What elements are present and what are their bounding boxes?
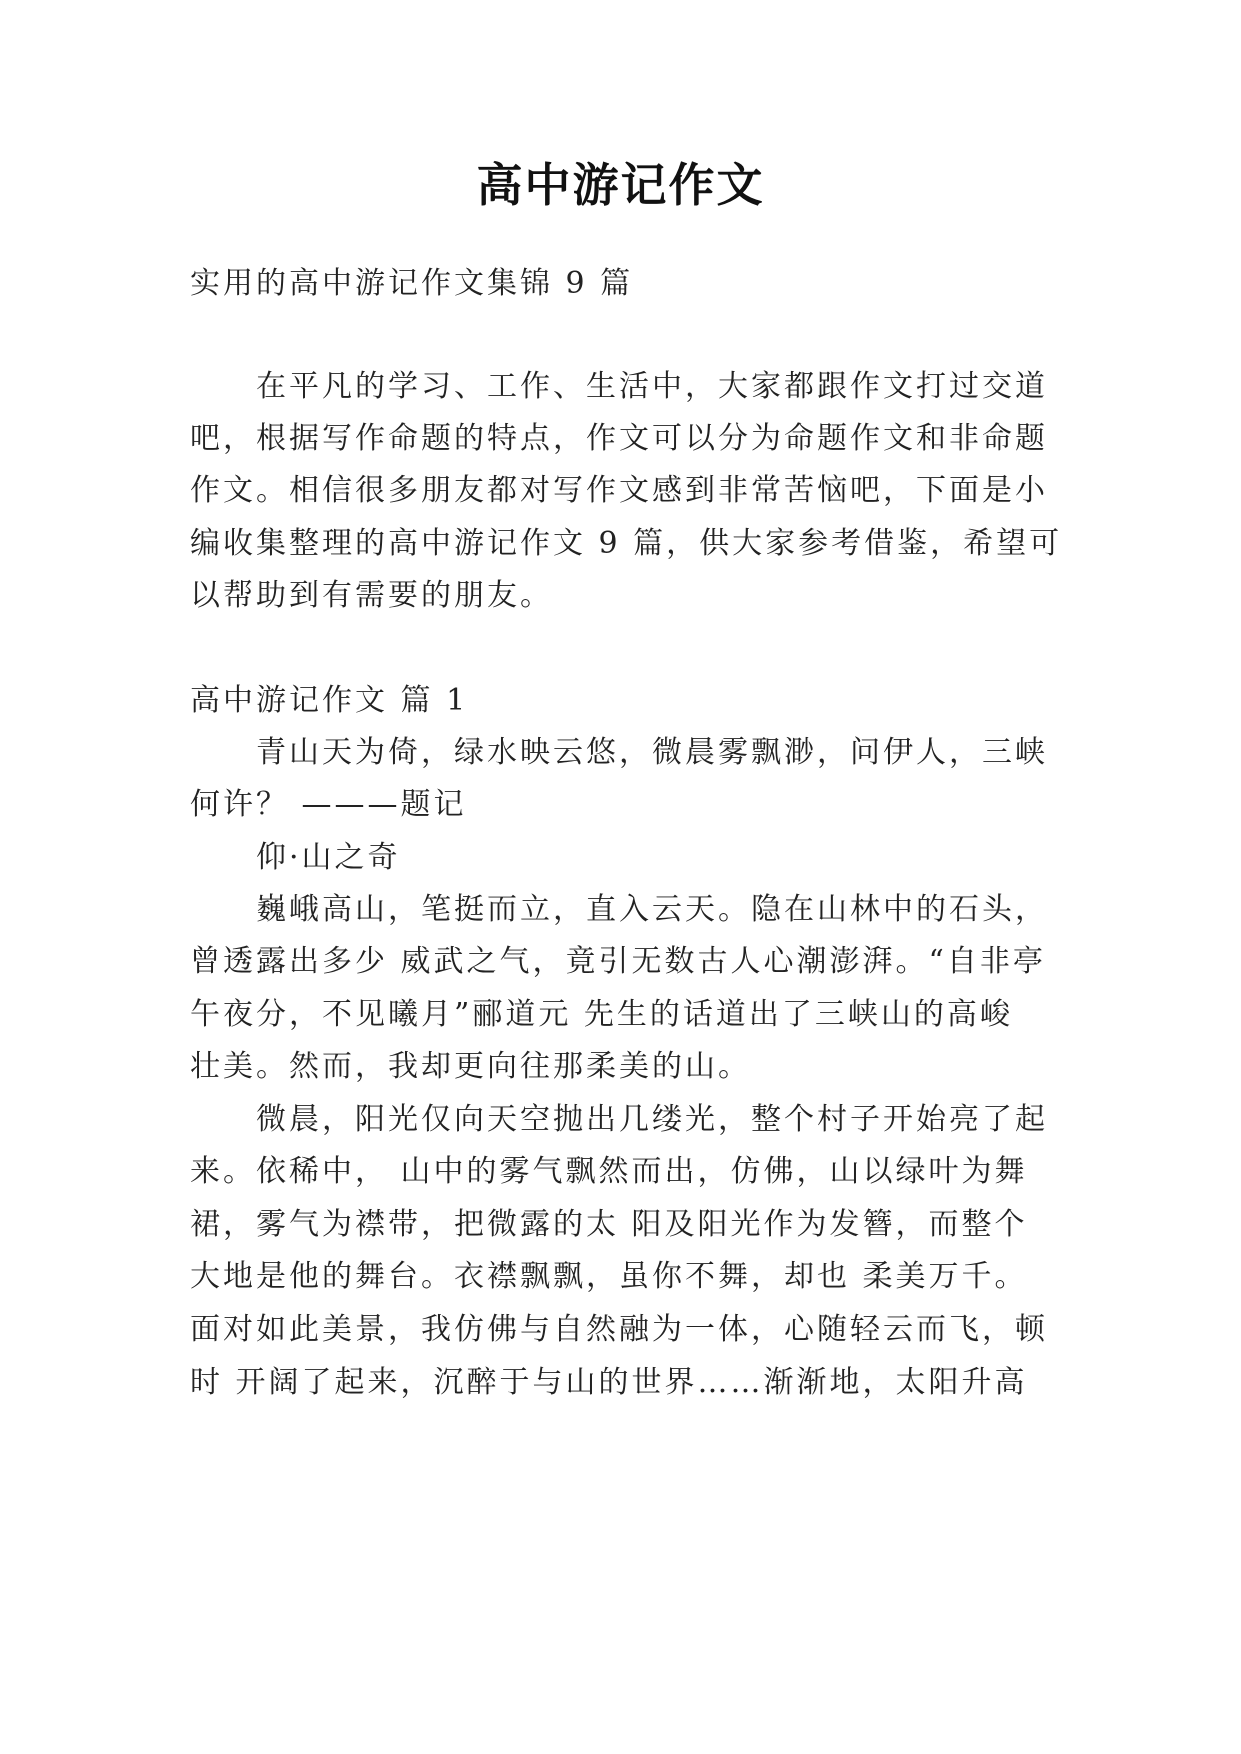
- subheading: 仰·山之奇: [256, 840, 401, 875]
- document-title: 高中游记作文: [476, 158, 765, 212]
- intro-line: 吧，根据写作命题的特点，作文可以分为命题作文和非命题: [190, 421, 1048, 456]
- paragraph-line: 壮美。然而，我却更向往那柔美的山。: [190, 1049, 751, 1084]
- intro-line: 作文。相信很多朋友都对写作文感到非常苦恼吧，下面是小: [190, 473, 1048, 508]
- intro-line: 以帮助到有需要的朋友。: [190, 578, 553, 613]
- epigraph-line: 何许？ ———题记: [190, 787, 467, 822]
- section-heading: 高中游记作文 篇 1: [190, 683, 469, 718]
- intro-line: 编收集整理的高中游记作文 9 篇，供大家参考借鉴，希望可: [190, 526, 1063, 561]
- paragraph-line: 曾透露出多少 威武之气，竟引无数古人心潮澎湃。“自非亭: [190, 944, 1046, 979]
- epigraph-line: 青山天为倚，绿水映云悠，微晨雾飘渺，问伊人，三峡: [256, 735, 1048, 770]
- document-subtitle: 实用的高中游记作文集锦 9 篇: [190, 266, 634, 301]
- paragraph-line: 午夜分，不见曦月”郦道元 先生的话道出了三峡山的高峻: [190, 997, 1013, 1032]
- paragraph-line: 微晨，阳光仅向天空抛出几缕光，整个村子开始亮了起: [256, 1102, 1048, 1137]
- paragraph-line: 大地是他的舞台。衣襟飘飘，虽你不舞，却也 柔美万千。: [190, 1259, 1028, 1294]
- paragraph-line: 裙，雾气为襟带，把微露的太 阳及阳光作为发簪，而整个: [190, 1207, 1028, 1242]
- paragraph-line: 来。依稀中， 山中的雾气飘然而出，仿佛，山以绿叶为舞: [190, 1154, 1028, 1189]
- paragraph-line: 面对如此美景，我仿佛与自然融为一体，心随轻云而飞，顿: [190, 1312, 1048, 1347]
- paragraph-line: 时 开阔了起来，沉醉于与山的世界……渐渐地，太阳升高: [190, 1365, 1028, 1400]
- intro-line: 在平凡的学习、工作、生活中，大家都跟作文打过交道: [256, 369, 1048, 404]
- paragraph-line: 巍峨高山，笔挺而立，直入云天。隐在山林中的石头，: [256, 892, 1048, 927]
